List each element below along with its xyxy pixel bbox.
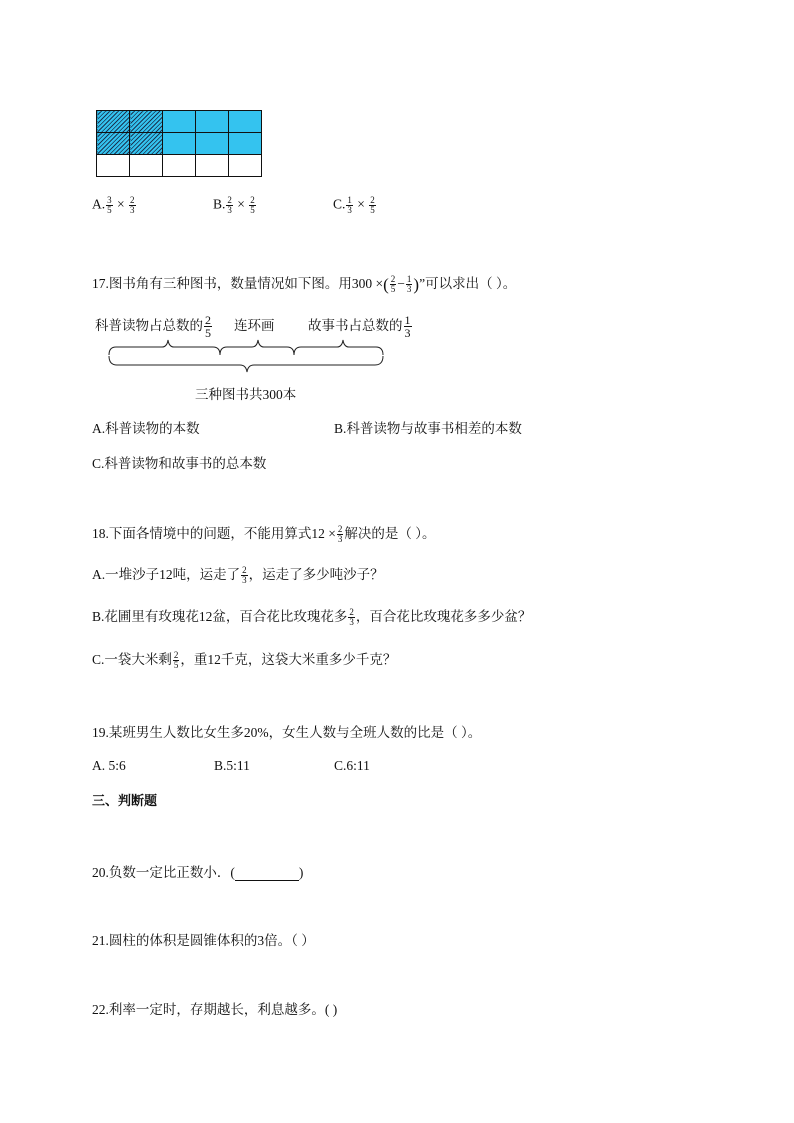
denominator: 3	[130, 205, 135, 215]
denominator: 5	[205, 326, 211, 341]
q17-option-c: C.科普读物和故事书的总本数	[92, 456, 267, 471]
stem-text: 20.负数一定比正数小．	[92, 865, 231, 880]
times-sign: ×	[237, 196, 245, 212]
q19-option-c: C.6:11	[334, 758, 370, 773]
denominator: 3	[227, 205, 232, 215]
q16-option-b	[213, 196, 257, 215]
times-sign: ×	[357, 196, 365, 212]
numerator: 2	[370, 195, 375, 205]
q19-option-a: A. 5:6	[92, 758, 126, 773]
denominator: 5	[370, 205, 375, 215]
fraction	[346, 196, 353, 215]
numerator: 2	[173, 650, 179, 661]
denominator: 3	[349, 617, 354, 628]
q18-stem	[92, 522, 436, 544]
q19-option-b: B.5:11	[214, 758, 250, 773]
q18-option-a	[92, 563, 384, 585]
right-paren: )	[298, 865, 304, 880]
stem-text: 18.下面各情境中的问题，不能用算式12 ×	[92, 526, 336, 541]
denominator: 3	[406, 284, 412, 295]
grid-row	[97, 111, 262, 133]
numerator: 2	[250, 195, 255, 205]
grid-cell-blue	[163, 133, 196, 155]
fraction	[129, 196, 136, 215]
denominator: 5	[173, 660, 179, 671]
fraction	[404, 314, 412, 339]
brace-diagram	[100, 334, 400, 378]
option-prefix: C.	[333, 196, 346, 212]
q17-option-a: A.科普读物的本数	[92, 421, 200, 436]
section-title: 三、判断题	[92, 794, 158, 809]
q21-stem: 21.圆柱的体积是圆锥体积的3倍。（ ）	[92, 933, 315, 948]
q17-stem	[92, 272, 516, 295]
q16-option-a	[92, 196, 137, 215]
stem-text: 解决的是（ ）。	[344, 526, 436, 541]
numerator: 2	[242, 565, 247, 576]
q20-stem	[92, 861, 303, 881]
grid-cell-white	[97, 155, 130, 177]
numerator: 1	[406, 274, 412, 285]
grid-cell-white	[229, 155, 262, 177]
minus-sign: −	[397, 276, 405, 291]
numerator: 1	[347, 195, 352, 205]
brace-popular-science	[109, 340, 220, 355]
label-text: 故事书占总数的	[308, 318, 403, 333]
grid-cell-hatch	[97, 111, 130, 133]
option-prefix: B.	[213, 196, 226, 212]
grid-cell-hatch	[130, 111, 163, 133]
numerator: 2	[227, 195, 232, 205]
denominator: 3	[242, 575, 247, 586]
brace-comics	[220, 340, 294, 355]
q17-option-b: B.科普读物与故事书相差的本数	[334, 421, 522, 436]
numerator: 3	[107, 195, 112, 205]
fraction	[406, 275, 413, 294]
q19-stem: 19.某班男生人数比女生多20%，女生人数与全班人数的比是（ ）。	[92, 725, 482, 740]
fraction	[241, 566, 248, 585]
brace-total	[109, 356, 383, 372]
fraction	[337, 525, 344, 544]
numerator: 2	[130, 195, 135, 205]
option-text: A.一堆沙子12吨，运走了	[92, 567, 241, 582]
brace-stories	[294, 340, 383, 355]
q16-option-c	[333, 196, 377, 215]
fraction	[390, 275, 397, 294]
grid-cell-white	[196, 155, 229, 177]
label-text: 科普读物占总数的	[95, 318, 203, 333]
q18-option-c	[92, 648, 396, 670]
denominator: 3	[404, 326, 411, 341]
grid-cell-white	[130, 155, 163, 177]
option-text: ，重12千克，这袋大米重多少千克？	[180, 652, 397, 667]
grid-row	[97, 133, 262, 155]
stem-text: ”可以求出（ ）。	[419, 276, 517, 291]
fraction	[348, 608, 355, 627]
option-text: ，运走了多少吨沙子？	[248, 567, 384, 582]
right-paren: )	[413, 274, 420, 294]
grid-cell-blue	[229, 111, 262, 133]
times-sign: ×	[117, 196, 125, 212]
q22-stem: 22.利率一定时，存期越长，利息越多。( )	[92, 1002, 338, 1017]
left-paren: (	[383, 274, 389, 294]
numerator: 2	[349, 607, 354, 618]
q18-option-b	[92, 605, 531, 627]
diagram-label-comics: 连环画	[234, 318, 275, 333]
numerator: 1	[404, 313, 411, 328]
denominator: 3	[337, 534, 343, 545]
grid-cell-hatch	[97, 133, 130, 155]
stem-text: 17.图书角有三种图书，数量情况如下图。用300 ×	[92, 276, 384, 291]
fraction	[369, 196, 376, 215]
option-text: ，百合花比玫瑰花多多少盆？	[355, 609, 532, 624]
option-text: B.花圃里有玫瑰花12盆，百合花比玫瑰花多	[92, 609, 348, 624]
grid-cell-blue	[196, 133, 229, 155]
option-text: C.一袋大米剩	[92, 652, 172, 667]
denominator: 5	[250, 205, 255, 215]
grid-row	[97, 155, 262, 177]
fraction-grid	[96, 110, 262, 177]
grid-cell-blue	[163, 111, 196, 133]
option-prefix: A.	[92, 196, 106, 212]
left-paren: (	[230, 865, 235, 880]
fraction	[106, 196, 113, 215]
diagram-label-total: 三种图书共300本	[195, 387, 297, 402]
fraction	[226, 196, 233, 215]
numerator: 2	[337, 524, 343, 535]
grid-cell-blue	[229, 133, 262, 155]
answer-blank[interactable]	[235, 866, 299, 881]
numerator: 2	[390, 274, 396, 285]
denominator: 3	[347, 205, 352, 215]
denominator: 5	[390, 284, 396, 295]
fraction	[249, 196, 256, 215]
grid-cell-hatch	[130, 133, 163, 155]
numerator: 2	[205, 313, 211, 328]
grid-cell-blue	[196, 111, 229, 133]
denominator: 5	[107, 205, 112, 215]
fraction	[173, 651, 180, 670]
grid-cell-white	[163, 155, 196, 177]
